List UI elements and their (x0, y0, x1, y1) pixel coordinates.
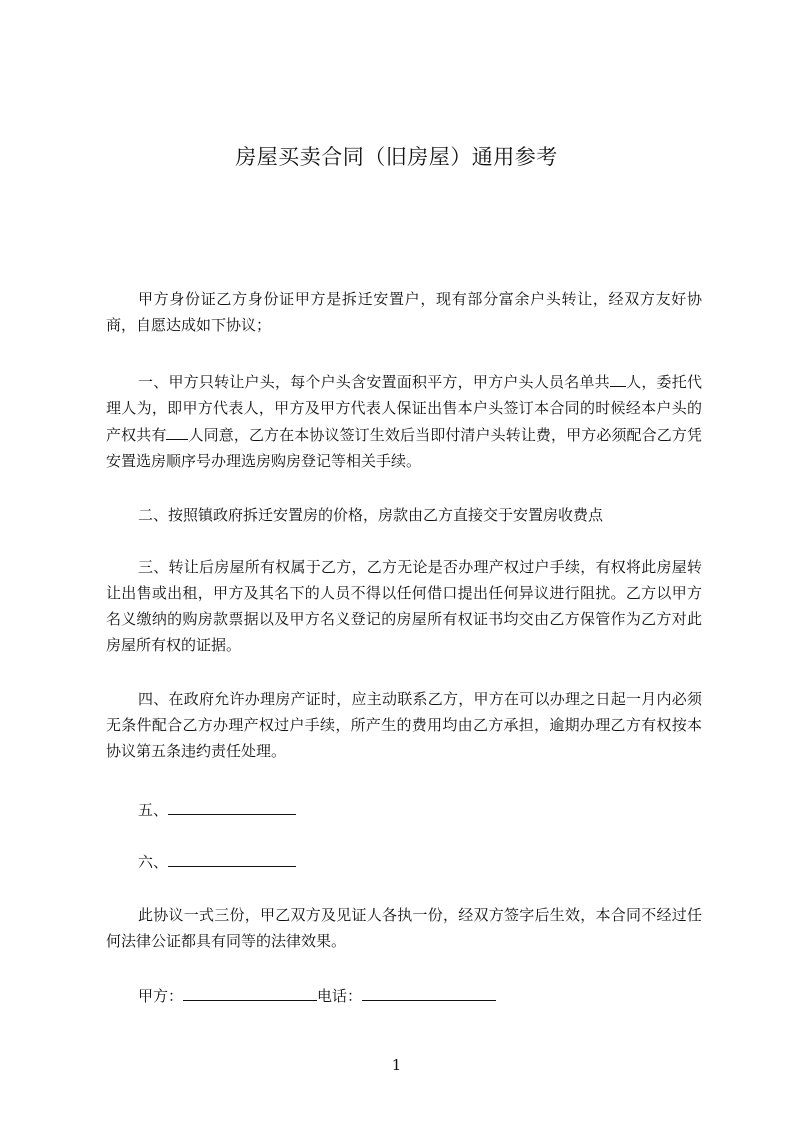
clause-five-label: 五、 (138, 801, 169, 819)
clause-five-paragraph (106, 796, 702, 823)
blank-member-count (610, 368, 626, 387)
intro-paragraph: 甲方身份证乙方身份证甲方是拆迁安置户，现有部分富余户头转让，经双方友好协商，自愿达成如下协议； (106, 290, 702, 334)
clause-three-paragraph: 三、转让后房屋所有权属于乙方，乙方无论是否办理产权过户手续，有权将此房屋转让出售或出租，甲方及其名下的人员不得以任何借口提出任何异议进行阻扰。乙方以甲方名义缴纳的购房款票据以及甲方名义登记的房屋所有权证书均交由乙方保管作为乙方对此房屋所有权的证据。 (106, 558, 702, 654)
signature-line (106, 982, 702, 1009)
party-a-signature-blank (183, 982, 317, 1001)
phone-label: 电话： (317, 987, 363, 1005)
clause-two-paragraph: 二、按照镇政府拆迁安置房的价格，房款由乙方直接交于安置房收费点 (138, 506, 604, 524)
clause-six-blank (168, 848, 296, 867)
clause-four-paragraph: 四、在政府允许办理房产证时，应主动联系乙方，甲方在可以办理之日起一月内必须无条件配合乙方办理产权过户手续，所产生的费用均由乙方承担，逾期办理乙方有权按本协议第五条违约责任处理。 (106, 690, 702, 760)
clause-six-paragraph (106, 848, 702, 875)
blank-owner-count (166, 421, 188, 440)
document-title: 房屋买卖合同（旧房屋）通用参考 (235, 145, 558, 169)
clause-one-text-c: 人同意，乙方在本协议签订生效后当即付清户头转让费，甲方必须配合乙方凭安置选房顺序号办理选房购房登记等相关手续。 (106, 426, 702, 470)
phone-blank (362, 982, 496, 1001)
clause-one-text-a: 一、甲方只转让户头，每个户头含安置面积平方，甲方户头人员名单共 (138, 373, 610, 391)
clause-one-paragraph (106, 368, 702, 474)
page-number: 1 (391, 1056, 402, 1074)
clause-six-label: 六、 (138, 853, 169, 871)
clause-five-blank (168, 796, 296, 815)
clause-one-text-b: 人，委托代理人为，即甲方代表人，甲方及甲方代表人保证出售本户头签订本合同的时候经本户头的产权共有 (106, 373, 702, 444)
party-a-label: 甲方： (138, 987, 184, 1005)
closing-paragraph: 此协议一式三份，甲乙双方及见证人各执一份，经双方签字后生效，本合同不经过任何法律公证都具有同等的法律效果。 (106, 906, 702, 950)
